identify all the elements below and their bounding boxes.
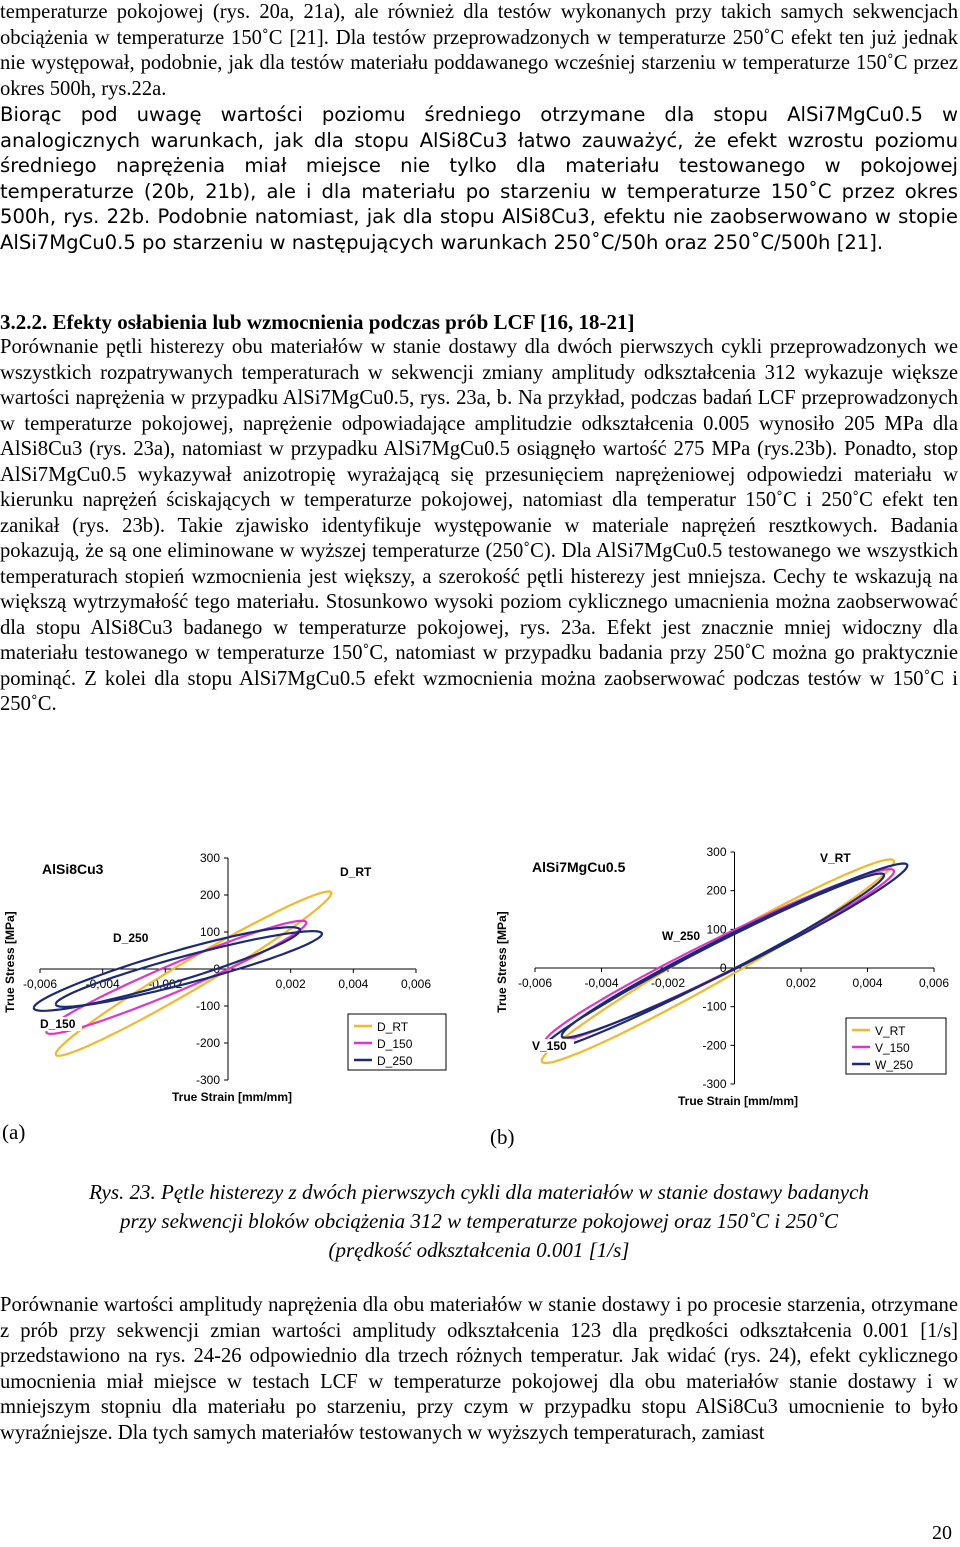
- x-axis-label: True Strain [mm/mm]: [677, 1094, 799, 1108]
- annotation-label: V_RT: [820, 851, 851, 865]
- legend-label: W_250: [875, 1058, 914, 1072]
- legend-label: V_150: [875, 1041, 910, 1055]
- x-tick-label: 0,004: [338, 977, 369, 991]
- x-tick-label: 0,004: [852, 976, 883, 990]
- x-tick-label: -0,002: [148, 977, 183, 991]
- x-tick-label: 0,002: [275, 977, 306, 991]
- y-tick-label: -300: [702, 1077, 727, 1091]
- y-axis-label: True Stress [MPa]: [495, 911, 509, 1013]
- x-tick-label: 0,002: [785, 976, 817, 990]
- section-heading: 3.2.2. Efekty osłabienia lub wzmocnienia podczas prób LCF [16, 18-21]: [0, 310, 635, 334]
- paragraph-amplitude: Porównanie wartości amplitudy naprężenia dla obu materiałów w stanie dostawy i po procesie starzenia, otrzymane z prób przy sekwencji zmian wartości amplitudy odkształcenia 123 dla prędkości odkształcenia 0.001 [1/s] przedstawiono na rys. 24-26 odpowiednio dla trzech różnych temperatur. Jak widać (rys. 24), efekt cyklicznego umocnienia miał miejsce w testach LCF w temperaturze pokojowej dla obu materiałów stanie dostawy i w mniejszym stopniu dla materiału po starzeniu, przy czym w przypadku stopu AlSi8Cu3 umocnienie to było wyraźniejsze. Dla tych samych materiałów testowanych w wyższych temperaturach, zamiast: [0, 1294, 958, 1444]
- figure-label-a: (a): [2, 1120, 26, 1144]
- page-number: 20: [932, 1522, 952, 1544]
- paragraph-intro: temperaturze pokojowej (rys. 20a, 21a), ale również dla testów wykonanych przy takich samych sekwencjach obciążenia w temperaturze 150˚C [21]. Dla testów przeprowadzonych w temperaturze 250˚C efekt ten już jednak nie występował, podobnie, jak dla testów materiału poddawanego wcześniej starzeniu w temperaturze 150˚C przez okres 500h, rys.22a.: [0, 1, 958, 100]
- x-axis-label: True Strain [mm/mm]: [171, 1090, 293, 1104]
- caption-line-2: przy sekwencji bloków obciążenia 312 w temperaturze pokojowej oraz 150˚C i 250˚C: [119, 1209, 838, 1233]
- x-tick-label: -0,006: [517, 976, 553, 990]
- y-tick-label: -200: [195, 1036, 220, 1050]
- y-tick-label: -100: [702, 999, 727, 1014]
- x-tick-label: 0,006: [400, 977, 432, 991]
- x-tick-label: -0,006: [22, 977, 58, 991]
- y-tick-label: 300: [706, 845, 727, 859]
- legend-label: D_RT: [377, 1020, 409, 1034]
- paragraph-hysteresis: Porównanie pętli histerezy obu materiałów w stanie dostawy dla dwóch pierwszych cykli przeprowadzonych we wszystkich rozpatrywanych temperaturach w sekwencji zmiany amplitudy odkształcenia 312 wykazuje większe wartości naprężenia w przypadku AlSi7MgCu0.5, rys. 23a, b. Na przykład, podczas badań LCF przeprowadzonych w temperaturze pokojowej, naprężenie odpowiadające amplitudzie odkształcenia 0.005 wynosiło 205 MPa dla AlSi8Cu3 (rys. 23a), natomiast w przypadku AlSi7MgCu0.5 osiągnęło wartość 275 MPa (rys.23b). Ponadto, stop AlSi7MgCu0.5 wykazywał anizotropię wyrażającą się przesunięciem naprężeniowej odpowiedzi materiału w kierunku naprężeń ściskających w temperaturze pokojowej, natomiast dla temperatur 150˚C i 250˚C efekt ten zanikał (rys. 23b). Takie zjawisko identyfikuje występowanie w materiale naprężeń resztkowych. Badania pokazują, że są one eliminowane w wyższej temperaturze (250˚C). Dla AlSi7MgCu0.5 testowanego we wszystkich temperaturach stopień wzmocnienia jest większy, a szerokość pętli histerezy jest mniejsza. Cechy te wskazują na większą wytrzymałość tego materiału. Stosunkowo wysoki poziom cyklicznego umacnienia można zaobserwować dla stopu AlSi8Cu3 badanego w temperaturze pokojowej, rys. 23a. Efekt jest znacznie mniej widoczny dla materiału testowanego w temperaturze 150˚C, natomiast w przypadku badania przy 250˚C można go praktycznie pominąć. Z kolei dla stopu AlSi7MgCu0.5 efekt wzmocnienia można zaobserwować podczas testów w 150˚C i 250˚C.: [0, 336, 958, 715]
- y-axis-label: True Stress [MPa]: [3, 911, 17, 1013]
- legend-label: D_250: [377, 1054, 413, 1068]
- annotation-label: D_250: [113, 931, 149, 945]
- annotation-label: V_150: [532, 1039, 567, 1053]
- x-tick-label: -0,004: [85, 977, 120, 991]
- hysteresis-chart-a: [0, 838, 462, 1113]
- y-tick-label: 0: [719, 961, 727, 975]
- caption-line-1: Rys. 23. Pętle histerezy z dwóch pierwszych cykli dla materiałów w stanie dostawy badanych: [89, 1180, 869, 1204]
- x-tick-label: -0,002: [650, 976, 686, 990]
- y-tick-label: 200: [199, 888, 220, 902]
- y-tick-label: -300: [195, 1073, 220, 1087]
- series-w-250-loop: [542, 874, 884, 1051]
- annotation-label: W_250: [662, 929, 701, 943]
- x-tick-label: -0,004: [584, 976, 619, 990]
- figure-caption: [0, 1178, 958, 1265]
- figure-label-b: (b): [490, 1125, 515, 1149]
- y-tick-label: 0: [213, 962, 220, 976]
- legend-label: V_RT: [875, 1024, 906, 1038]
- x-tick-label: 0,006: [918, 976, 950, 990]
- y-tick-label: 300: [199, 851, 220, 865]
- chart-title: AlSi8Cu3: [42, 861, 104, 877]
- y-tick-label: -200: [702, 1038, 727, 1053]
- legend-label: D_150: [377, 1037, 413, 1051]
- hysteresis-chart-b: [490, 838, 958, 1113]
- y-tick-label: 200: [706, 883, 727, 898]
- chart-title: AlSi7MgCu0.5: [532, 859, 626, 875]
- y-tick-label: -100: [195, 999, 220, 1013]
- series-d-rt-loop: [56, 891, 332, 1055]
- y-tick-label: 100: [706, 922, 727, 937]
- annotation-label: D_RT: [340, 865, 372, 879]
- paragraph-alsi7: Biorąc pod uwagę wartości poziomu średniego otrzymane dla stopu AlSi7MgCu0.5 w analogicznych warunkach, jak dla stopu AlSi8Cu3 łatwo zauważyć, że efekt wzrostu poziomu średniego naprężenia miał miejsce nie tylko dla materiału testowanego w pokojowej temperaturze (20b, 21b), ale i dla materiału po starzeniu w temperaturze 150˚C przez okres 500h, rys. 22b. Podobnie natomiast, jak dla stopu AlSi8Cu3, efektu nie zaobserwowano w stopie AlSi7MgCu0.5 po starzeniu w następujących warunkach 250˚C/50h oraz 250˚C/500h [21].: [0, 103, 958, 254]
- y-tick-label: 100: [199, 925, 220, 939]
- caption-line-3: (prędkość odkształcenia 0.001 [1/s]: [328, 1238, 630, 1262]
- annotation-label: D_150: [40, 1017, 76, 1031]
